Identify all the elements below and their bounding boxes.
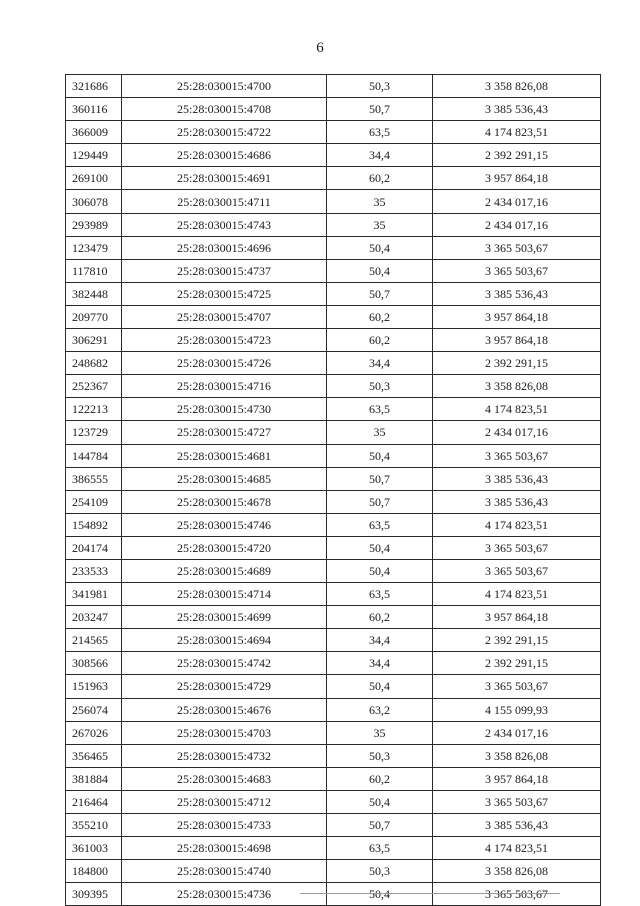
area-cell: 50,3 — [327, 375, 433, 398]
area-cell: 35 — [327, 421, 433, 444]
record-id-cell: 267026 — [66, 721, 122, 744]
price-cell: 2 434 017,16 — [433, 421, 601, 444]
record-id-cell: 269100 — [66, 167, 122, 190]
record-id-cell: 306291 — [66, 329, 122, 352]
area-cell: 60,2 — [327, 767, 433, 790]
area-cell: 50,4 — [327, 559, 433, 582]
cadastral-number-cell: 25:28:030015:4736 — [122, 883, 327, 906]
cadastral-number-cell: 25:28:030015:4720 — [122, 536, 327, 559]
table-row — [66, 675, 601, 698]
table-row — [66, 398, 601, 421]
cadastral-number-cell: 25:28:030015:4691 — [122, 167, 327, 190]
area-cell: 50,3 — [327, 744, 433, 767]
record-id-cell: 382448 — [66, 282, 122, 305]
cadastral-number-cell: 25:28:030015:4708 — [122, 98, 327, 121]
area-cell: 50,7 — [327, 814, 433, 837]
price-cell: 4 174 823,51 — [433, 837, 601, 860]
price-cell: 2 434 017,16 — [433, 721, 601, 744]
area-cell: 63,5 — [327, 837, 433, 860]
cadastral-number-cell: 25:28:030015:4716 — [122, 375, 327, 398]
record-id-cell: 214565 — [66, 629, 122, 652]
record-id-cell: 209770 — [66, 305, 122, 328]
price-cell: 4 155 099,93 — [433, 698, 601, 721]
record-id-cell: 144784 — [66, 444, 122, 467]
area-cell: 34,4 — [327, 144, 433, 167]
record-id-cell: 306078 — [66, 190, 122, 213]
cadastral-number-cell: 25:28:030015:4743 — [122, 213, 327, 236]
cadastral-number-cell: 25:28:030015:4723 — [122, 329, 327, 352]
price-cell: 3 957 864,18 — [433, 606, 601, 629]
price-cell: 2 434 017,16 — [433, 190, 601, 213]
cadastral-number-cell: 25:28:030015:4676 — [122, 698, 327, 721]
table-row — [66, 421, 601, 444]
price-cell: 3 358 826,08 — [433, 744, 601, 767]
area-cell: 60,2 — [327, 606, 433, 629]
area-cell: 50,3 — [327, 75, 433, 98]
price-cell: 3 957 864,18 — [433, 767, 601, 790]
cadastral-number-cell: 25:28:030015:4689 — [122, 559, 327, 582]
area-cell: 50,3 — [327, 860, 433, 883]
table-row — [66, 536, 601, 559]
table-row — [66, 375, 601, 398]
table-row — [66, 767, 601, 790]
price-cell: 3 365 503,67 — [433, 444, 601, 467]
cadastral-number-cell: 25:28:030015:4733 — [122, 814, 327, 837]
table-row — [66, 490, 601, 513]
area-cell: 63,2 — [327, 698, 433, 721]
area-cell: 34,4 — [327, 352, 433, 375]
cadastral-number-cell: 25:28:030015:4698 — [122, 837, 327, 860]
price-cell: 3 365 503,67 — [433, 675, 601, 698]
record-id-cell: 341981 — [66, 583, 122, 606]
cadastral-number-cell: 25:28:030015:4683 — [122, 767, 327, 790]
price-cell: 4 174 823,51 — [433, 513, 601, 536]
cadastral-number-cell: 25:28:030015:4714 — [122, 583, 327, 606]
price-cell: 3 385 536,43 — [433, 814, 601, 837]
record-id-cell: 123479 — [66, 236, 122, 259]
record-id-cell: 361003 — [66, 837, 122, 860]
area-cell: 50,4 — [327, 790, 433, 813]
cadastral-number-cell: 25:28:030015:4740 — [122, 860, 327, 883]
table-body — [66, 75, 601, 906]
record-id-cell: 386555 — [66, 467, 122, 490]
area-cell: 50,4 — [327, 259, 433, 282]
price-cell: 2 392 291,15 — [433, 352, 601, 375]
price-cell: 3 365 503,67 — [433, 236, 601, 259]
table-row — [66, 559, 601, 582]
price-cell: 3 385 536,43 — [433, 98, 601, 121]
cadastral-number-cell: 25:28:030015:4681 — [122, 444, 327, 467]
record-id-cell: 355210 — [66, 814, 122, 837]
area-cell: 50,4 — [327, 883, 433, 906]
area-cell: 50,7 — [327, 98, 433, 121]
price-cell: 3 358 826,08 — [433, 375, 601, 398]
table-row — [66, 860, 601, 883]
price-cell: 2 392 291,15 — [433, 652, 601, 675]
price-cell: 3 957 864,18 — [433, 167, 601, 190]
cadastral-number-cell: 25:28:030015:4732 — [122, 744, 327, 767]
area-cell: 60,2 — [327, 305, 433, 328]
record-id-cell: 117810 — [66, 259, 122, 282]
record-id-cell: 309395 — [66, 883, 122, 906]
cadastral-number-cell: 25:28:030015:4711 — [122, 190, 327, 213]
cadastral-number-cell: 25:28:030015:4712 — [122, 790, 327, 813]
price-cell: 2 392 291,15 — [433, 144, 601, 167]
cadastral-number-cell: 25:28:030015:4703 — [122, 721, 327, 744]
area-cell: 63,5 — [327, 398, 433, 421]
record-id-cell: 308566 — [66, 652, 122, 675]
cadastral-number-cell: 25:28:030015:4699 — [122, 606, 327, 629]
area-cell: 50,7 — [327, 282, 433, 305]
record-id-cell: 151963 — [66, 675, 122, 698]
area-cell: 34,4 — [327, 652, 433, 675]
area-cell: 34,4 — [327, 629, 433, 652]
price-cell: 4 174 823,51 — [433, 121, 601, 144]
table-row — [66, 583, 601, 606]
area-cell: 63,5 — [327, 583, 433, 606]
record-id-cell: 129449 — [66, 144, 122, 167]
price-cell: 3 385 536,43 — [433, 490, 601, 513]
table-row — [66, 444, 601, 467]
area-cell: 50,4 — [327, 675, 433, 698]
area-cell: 50,4 — [327, 236, 433, 259]
table-row — [66, 98, 601, 121]
price-cell: 3 957 864,18 — [433, 329, 601, 352]
table-row — [66, 629, 601, 652]
price-cell: 3 365 503,67 — [433, 536, 601, 559]
price-cell: 3 365 503,67 — [433, 259, 601, 282]
table-row — [66, 744, 601, 767]
table-row — [66, 606, 601, 629]
table-row — [66, 698, 601, 721]
table-row — [66, 236, 601, 259]
area-cell: 63,5 — [327, 121, 433, 144]
cadastral-number-cell: 25:28:030015:4737 — [122, 259, 327, 282]
cadastral-number-cell: 25:28:030015:4700 — [122, 75, 327, 98]
record-id-cell: 216464 — [66, 790, 122, 813]
price-cell: 3 358 826,08 — [433, 860, 601, 883]
table-row — [66, 121, 601, 144]
record-id-cell: 254109 — [66, 490, 122, 513]
area-cell: 50,4 — [327, 536, 433, 559]
page-number: 6 — [316, 40, 324, 56]
record-id-cell: 184800 — [66, 860, 122, 883]
table-row — [66, 190, 601, 213]
area-cell: 50,7 — [327, 490, 433, 513]
record-id-cell: 360116 — [66, 98, 122, 121]
area-cell: 35 — [327, 721, 433, 744]
table-row — [66, 329, 601, 352]
record-id-cell: 122213 — [66, 398, 122, 421]
record-id-cell: 293989 — [66, 213, 122, 236]
cadastral-number-cell: 25:28:030015:4726 — [122, 352, 327, 375]
cadastral-number-cell: 25:28:030015:4725 — [122, 282, 327, 305]
property-table — [65, 74, 601, 906]
record-id-cell: 203247 — [66, 606, 122, 629]
cadastral-number-cell: 25:28:030015:4742 — [122, 652, 327, 675]
table-row — [66, 790, 601, 813]
table-row — [66, 144, 601, 167]
footer-rule — [300, 893, 560, 894]
table-row — [66, 513, 601, 536]
record-id-cell: 256074 — [66, 698, 122, 721]
price-cell: 4 174 823,51 — [433, 398, 601, 421]
table-row — [66, 467, 601, 490]
record-id-cell: 321686 — [66, 75, 122, 98]
record-id-cell: 252367 — [66, 375, 122, 398]
area-cell: 63,5 — [327, 513, 433, 536]
cadastral-number-cell: 25:28:030015:4746 — [122, 513, 327, 536]
price-cell: 3 365 503,67 — [433, 559, 601, 582]
area-cell: 60,2 — [327, 329, 433, 352]
cadastral-number-cell: 25:28:030015:4696 — [122, 236, 327, 259]
record-id-cell: 381884 — [66, 767, 122, 790]
table-row — [66, 167, 601, 190]
price-cell: 2 434 017,16 — [433, 213, 601, 236]
price-cell: 2 392 291,15 — [433, 629, 601, 652]
price-cell: 3 365 503,67 — [433, 883, 601, 906]
cadastral-number-cell: 25:28:030015:4729 — [122, 675, 327, 698]
record-id-cell: 233533 — [66, 559, 122, 582]
price-cell: 3 385 536,43 — [433, 282, 601, 305]
table-row — [66, 814, 601, 837]
area-cell: 35 — [327, 213, 433, 236]
table-row — [66, 883, 601, 906]
table-row — [66, 259, 601, 282]
area-cell: 35 — [327, 190, 433, 213]
record-id-cell: 356465 — [66, 744, 122, 767]
table-row — [66, 305, 601, 328]
cadastral-number-cell: 25:28:030015:4722 — [122, 121, 327, 144]
price-cell: 4 174 823,51 — [433, 583, 601, 606]
table-row — [66, 213, 601, 236]
cadastral-number-cell: 25:28:030015:4685 — [122, 467, 327, 490]
record-id-cell: 123729 — [66, 421, 122, 444]
table-row — [66, 282, 601, 305]
record-id-cell: 204174 — [66, 536, 122, 559]
cadastral-number-cell: 25:28:030015:4730 — [122, 398, 327, 421]
table-row — [66, 721, 601, 744]
cadastral-number-cell: 25:28:030015:4694 — [122, 629, 327, 652]
area-cell: 60,2 — [327, 167, 433, 190]
record-id-cell: 366009 — [66, 121, 122, 144]
cadastral-number-cell: 25:28:030015:4727 — [122, 421, 327, 444]
price-cell: 3 957 864,18 — [433, 305, 601, 328]
table-row — [66, 352, 601, 375]
cadastral-number-cell: 25:28:030015:4686 — [122, 144, 327, 167]
record-id-cell: 248682 — [66, 352, 122, 375]
price-cell: 3 365 503,67 — [433, 790, 601, 813]
area-cell: 50,4 — [327, 444, 433, 467]
cadastral-number-cell: 25:28:030015:4678 — [122, 490, 327, 513]
cadastral-number-cell: 25:28:030015:4707 — [122, 305, 327, 328]
price-cell: 3 358 826,08 — [433, 75, 601, 98]
table-row — [66, 75, 601, 98]
price-cell: 3 385 536,43 — [433, 467, 601, 490]
table-row — [66, 652, 601, 675]
table-row — [66, 837, 601, 860]
area-cell: 50,7 — [327, 467, 433, 490]
record-id-cell: 154892 — [66, 513, 122, 536]
